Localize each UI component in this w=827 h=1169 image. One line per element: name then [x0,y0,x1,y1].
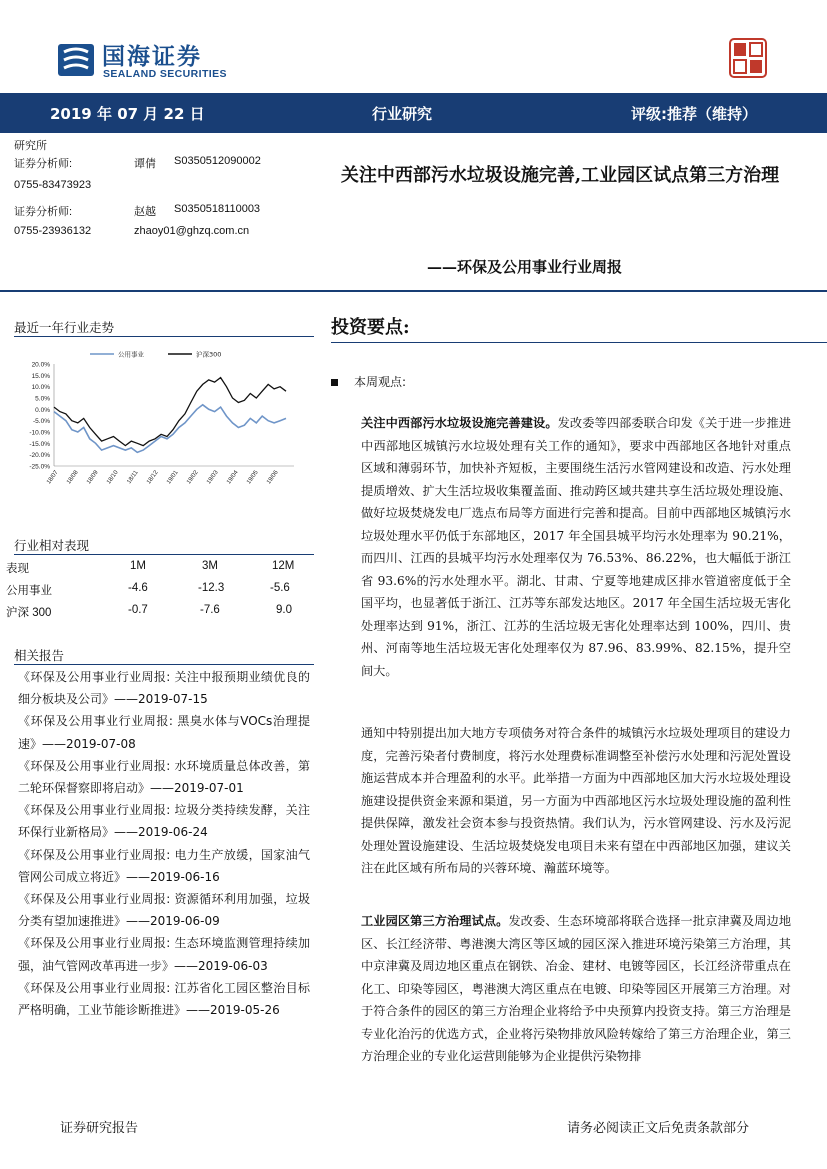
related-report-link[interactable]: 《环保及公用事业行业周报: 江苏省化工园区整治目标严格明确，工业节能诊断推进》——2019-05-26 [18,980,310,1018]
related-report-link[interactable]: 《环保及公用事业行业周报: 生态环境监测管理持续加强，油气管网改革再进一步》——2019-06-03 [18,936,310,973]
report-type: 行业研究 [372,105,433,123]
weekly-view-bullet: 本周观点: [331,373,406,390]
y-tick-label: -5.0% [33,418,50,426]
related-divider [14,664,314,665]
y-tick-label: -25.0% [29,463,50,471]
series-line-utilities [54,405,286,453]
x-tick-label: 18/10 [106,469,120,486]
report-subtitle: ——环保及公用事业行业周报 [427,258,623,276]
x-tick-label: 19/04 [226,469,240,486]
x-tick-label: 18/08 [66,469,80,486]
table-header-row: 表现 1M 3M 12M [6,560,295,575]
table-row: 沪深 300 -0.7 -7.6 9.0 [6,604,292,619]
trend-divider [14,336,314,337]
report-title: 关注中西部污水垃圾设施完善,工业园区试点第三方治理 [340,165,780,186]
table-row: 公用事业 -4.6 -12.3 -5.6 [6,582,290,597]
x-tick-label: 19/01 [166,469,180,486]
related-report-link[interactable]: 《环保及公用事业行业周报: 电力生产放缓，国家油气管网公司成立将近》——2019-06-16 [18,847,310,884]
y-tick-label: -20.0% [29,452,50,460]
investment-heading: 投资要点: [331,317,410,338]
related-report-link[interactable]: 《环保及公用事业行业周报: 关注中报预期业绩优良的细分板块及公司》——2019-07-15 [18,670,310,707]
footer-disclaimer: 请务必阅读正文后免责条款部分 [567,1121,750,1136]
research-seal-icon [729,38,767,78]
y-tick-label: 10.0% [31,384,50,392]
y-tick-label: -15.0% [29,440,50,448]
sealand-logo-icon [56,40,96,80]
x-tick-label: 19/06 [266,469,280,486]
paragraph-2: 通知中特别提出加大地方专项债务对符合条件的城镇污水垃圾处理项目的建设力度，完善污染者付费制度，将污水处理费标准调整至补偿污水处理和污泥处置设施运营成本并合理盈利的水平。此举措一方面为中西部地区加大污水垃圾处理设施建设提供资金来源和渠道，另一方面为中西部地区污水垃圾处理设施的盈利性提供保障，激发社会资本参与投资热情。我们认为，污水管网建设、污水及污泥处理处置设施建设、生活垃圾焚烧发电项目未来有望在中西部地区加强，建议关注在此区域有所布局的兴蓉环境、瀚蓝环境等。 [361,726,791,875]
x-tick-label: 18/09 [86,469,100,486]
y-tick-label: 20.0% [31,361,50,369]
x-tick-label: 18/11 [126,469,140,486]
performance-heading: 行业相对表现 [14,538,90,553]
paragraph-3: 工业园区第三方治理试点。发改委、生态环境部将联合选择一批京津冀及周边地区、长江经济带、粤港澳大湾区等区域的园区深入推进环境污染第三方治理，其中京津冀及周边地区重点在钢铁、冶金、建材、电镀等园区，长江经济带重点在化工、印染等园区，粤港澳大湾区重点在电镀、印染等园区开展第三方治理。对于符合条件的园区的第三方治理企业将给予中央预算内投资支持。第三方治理是专业化治污的优选方式，企业将污染物排放风险转嫁给了第三方治理企业，第三方治理企业的专业化运营則能够为企业提供污染物排 [361,914,792,1063]
paragraph-lead: 工业园区第三方治理试点。 [361,914,509,928]
performance-divider [14,554,314,555]
related-heading: 相关报告 [14,648,65,663]
company-logo [56,38,276,86]
logo-chinese-name: 国海证券 [102,44,202,70]
related-reports-list [18,666,310,1021]
related-report-link[interactable]: 《环保及公用事业行业周报: 黑臭水体与VOCs治理提速》——2019-07-08 [18,714,310,751]
related-report-link[interactable]: 《环保及公用事业行业周报: 水环境质量总体改善，第二轮环保督察即将启动》——2019-07-01 [18,758,310,796]
legend-label: 公用事业 [118,350,144,359]
report-date: 2019 年 07 月 22 日 [50,105,205,123]
x-tick-label: 18/12 [146,469,160,486]
footer-label: 证券研究报告 [60,1121,139,1136]
x-tick-label: 18/07 [46,469,60,486]
y-tick-label: 15.0% [31,372,50,380]
trend-heading: 最近一年行业走势 [14,320,115,335]
header-divider [0,290,827,292]
paragraph-1: 关注中西部污水垃圾设施完善建设。发改委等四部委联合印发《关于进一步推进中西部地区城镇污水垃圾处理有关工作的通知》，要求中西部地区各地针对重点区域和薄弱环节，加快补齐短板，主要围绕生活污水管网建设和改造、污水处理提质增效、扩大生活垃圾收集覆盖面、推动跨区域共建共享生活垃圾处理设施、做好垃圾焚烧发电厂选点布局等方面进行完善和提高。目前中西部地区城镇污水垃圾处理水平仍低于东部地区，2017 年全国县城平均污水处理率为 90.21%，而四川、江西的县城平均污水处理率仅为 76.53%、86.22%，也大幅低于浙江省 93.6%的污水处理水平。湖北、甘肃、宁夏等地建成区排水管道密度低于全国平均，也显著低于浙江、江苏等东部发达地区。2017 年全国生活垃圾无害化处理率达到 91%，浙江、江苏的生活垃圾无害化处理率达到 100%，四川、贵州、河南等地生活垃圾无害化处理率仅为 87.96、83.99%、82.15%，提升空间大。 [361,416,792,678]
square-bullet-icon [331,379,338,386]
industry-rating: 评级:推荐（维持） [631,105,757,123]
y-tick-label: 5.0% [35,395,50,403]
investment-divider [331,342,827,343]
logo-english-name: SEALAND SECURITIES [103,68,227,80]
x-tick-label: 19/02 [186,469,200,486]
y-tick-label: 0.0% [35,406,50,414]
industry-trend-chart [14,342,314,502]
x-tick-label: 19/05 [246,469,260,486]
related-report-link[interactable]: 《环保及公用事业行业周报: 垃圾分类持续发酵，关注环保行业新格局》——2019-06-24 [18,803,310,840]
legend-label: 沪深300 [196,350,222,359]
paragraph-lead: 关注中西部污水垃圾设施完善建设。 [361,416,558,430]
header-banner [0,93,827,133]
related-report-link[interactable]: 《环保及公用事业行业周报: 资源循环利用加强，垃圾分类有望加速推进》——2019-06-09 [18,892,310,929]
y-tick-label: -10.0% [29,429,50,437]
x-tick-label: 19/03 [206,469,220,486]
